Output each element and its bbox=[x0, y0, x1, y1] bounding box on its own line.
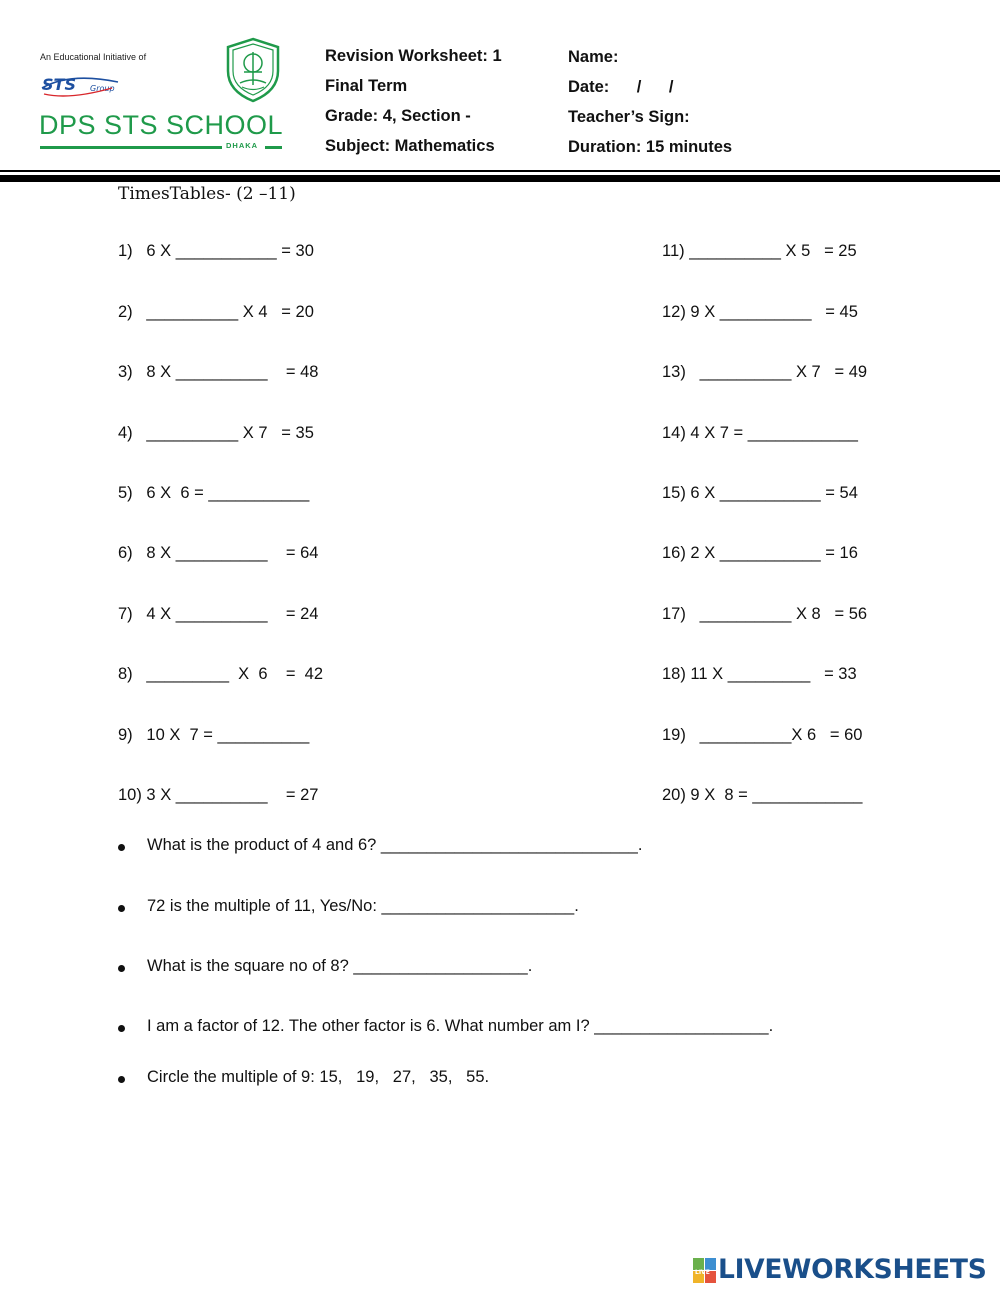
grade-label: Grade: 4, Section - bbox=[325, 107, 471, 125]
question-19[interactable]: 19) __________X 6 = 60 bbox=[662, 726, 863, 744]
question-18[interactable]: 18) 11 X _________ = 33 bbox=[662, 665, 857, 683]
question-2[interactable]: 2) __________ X 4 = 20 bbox=[118, 303, 314, 321]
bullet-question-5[interactable]: Circle the multiple of 9: 15, 19, 27, 35, 55. bbox=[147, 1068, 490, 1086]
name-field[interactable]: Name: bbox=[568, 48, 619, 66]
header-divider-thin bbox=[0, 170, 1000, 172]
question-15[interactable]: 15) 6 X ___________ = 54 bbox=[662, 484, 858, 502]
question-5[interactable]: 5) 6 X 6 = ___________ bbox=[118, 484, 310, 502]
bullet-icon bbox=[118, 844, 125, 851]
question-1[interactable]: 1) 6 X ___________ = 30 bbox=[118, 242, 314, 260]
school-city: DHAKA bbox=[226, 141, 259, 150]
question-8[interactable]: 8) _________ X 6 = 42 bbox=[118, 665, 324, 683]
duration-label: Duration: 15 minutes bbox=[568, 138, 733, 156]
term-label: Final Term bbox=[325, 77, 408, 95]
question-9[interactable]: 9) 10 X 7 = __________ bbox=[118, 726, 310, 744]
initiative-text: An Educational Initiative of bbox=[40, 52, 147, 62]
sts-logo-text: STS bbox=[42, 75, 76, 94]
bullet-icon bbox=[118, 1025, 125, 1032]
school-name: DPS STS SCHOOL bbox=[39, 110, 284, 140]
question-7[interactable]: 7) 4 X __________ = 24 bbox=[118, 605, 319, 623]
bullet-icon bbox=[118, 965, 125, 972]
date-field[interactable]: Date: / / bbox=[568, 78, 674, 96]
question-20[interactable]: 20) 9 X 8 = ____________ bbox=[662, 786, 863, 804]
question-13[interactable]: 13) __________ X 7 = 49 bbox=[662, 363, 868, 381]
question-11[interactable]: 11) __________ X 5 = 25 bbox=[662, 242, 857, 260]
bullet-icon bbox=[118, 1076, 125, 1083]
question-3[interactable]: 3) 8 X __________ = 48 bbox=[118, 363, 319, 381]
worksheet-title: Revision Worksheet: 1 bbox=[325, 47, 502, 65]
school-underline-left bbox=[40, 146, 222, 149]
question-6[interactable]: 6) 8 X __________ = 64 bbox=[118, 544, 319, 562]
sts-logo bbox=[40, 70, 120, 105]
bullet-question-2[interactable]: 72 is the multiple of 11, Yes/No: _____________________. bbox=[147, 897, 579, 915]
bullet-question-1[interactable]: What is the product of 4 and 6? ____________________________. bbox=[147, 836, 643, 854]
school-underline-right bbox=[265, 146, 282, 149]
liveworksheets-badge: LIVE bbox=[695, 1269, 710, 1276]
bullet-question-3[interactable]: What is the square no of 8? ___________________. bbox=[147, 957, 533, 975]
question-10[interactable]: 10) 3 X __________ = 27 bbox=[118, 786, 319, 804]
section-subtitle: TimesTables- (2 –11) bbox=[118, 184, 296, 204]
bullet-icon bbox=[118, 905, 125, 912]
bullet-question-4[interactable]: I am a factor of 12. The other factor is 6. What number am I? ___________________. bbox=[147, 1017, 774, 1035]
question-14[interactable]: 14) 4 X 7 = ____________ bbox=[662, 424, 858, 442]
subject-label: Subject: Mathematics bbox=[325, 137, 495, 155]
liveworksheets-brand[interactable]: LIVEWORKSHEETS bbox=[718, 1254, 987, 1285]
school-emblem-icon bbox=[222, 37, 284, 108]
liveworksheets-logo-icon bbox=[693, 1258, 717, 1289]
question-12[interactable]: 12) 9 X __________ = 45 bbox=[662, 303, 858, 321]
header-divider-thick bbox=[0, 175, 1000, 182]
question-4[interactable]: 4) __________ X 7 = 35 bbox=[118, 424, 314, 442]
teacher-sign-field[interactable]: Teacher’s Sign: bbox=[568, 108, 690, 126]
question-16[interactable]: 16) 2 X ___________ = 16 bbox=[662, 544, 858, 562]
sts-logo-group: Group bbox=[90, 84, 115, 93]
question-17[interactable]: 17) __________ X 8 = 56 bbox=[662, 605, 868, 623]
